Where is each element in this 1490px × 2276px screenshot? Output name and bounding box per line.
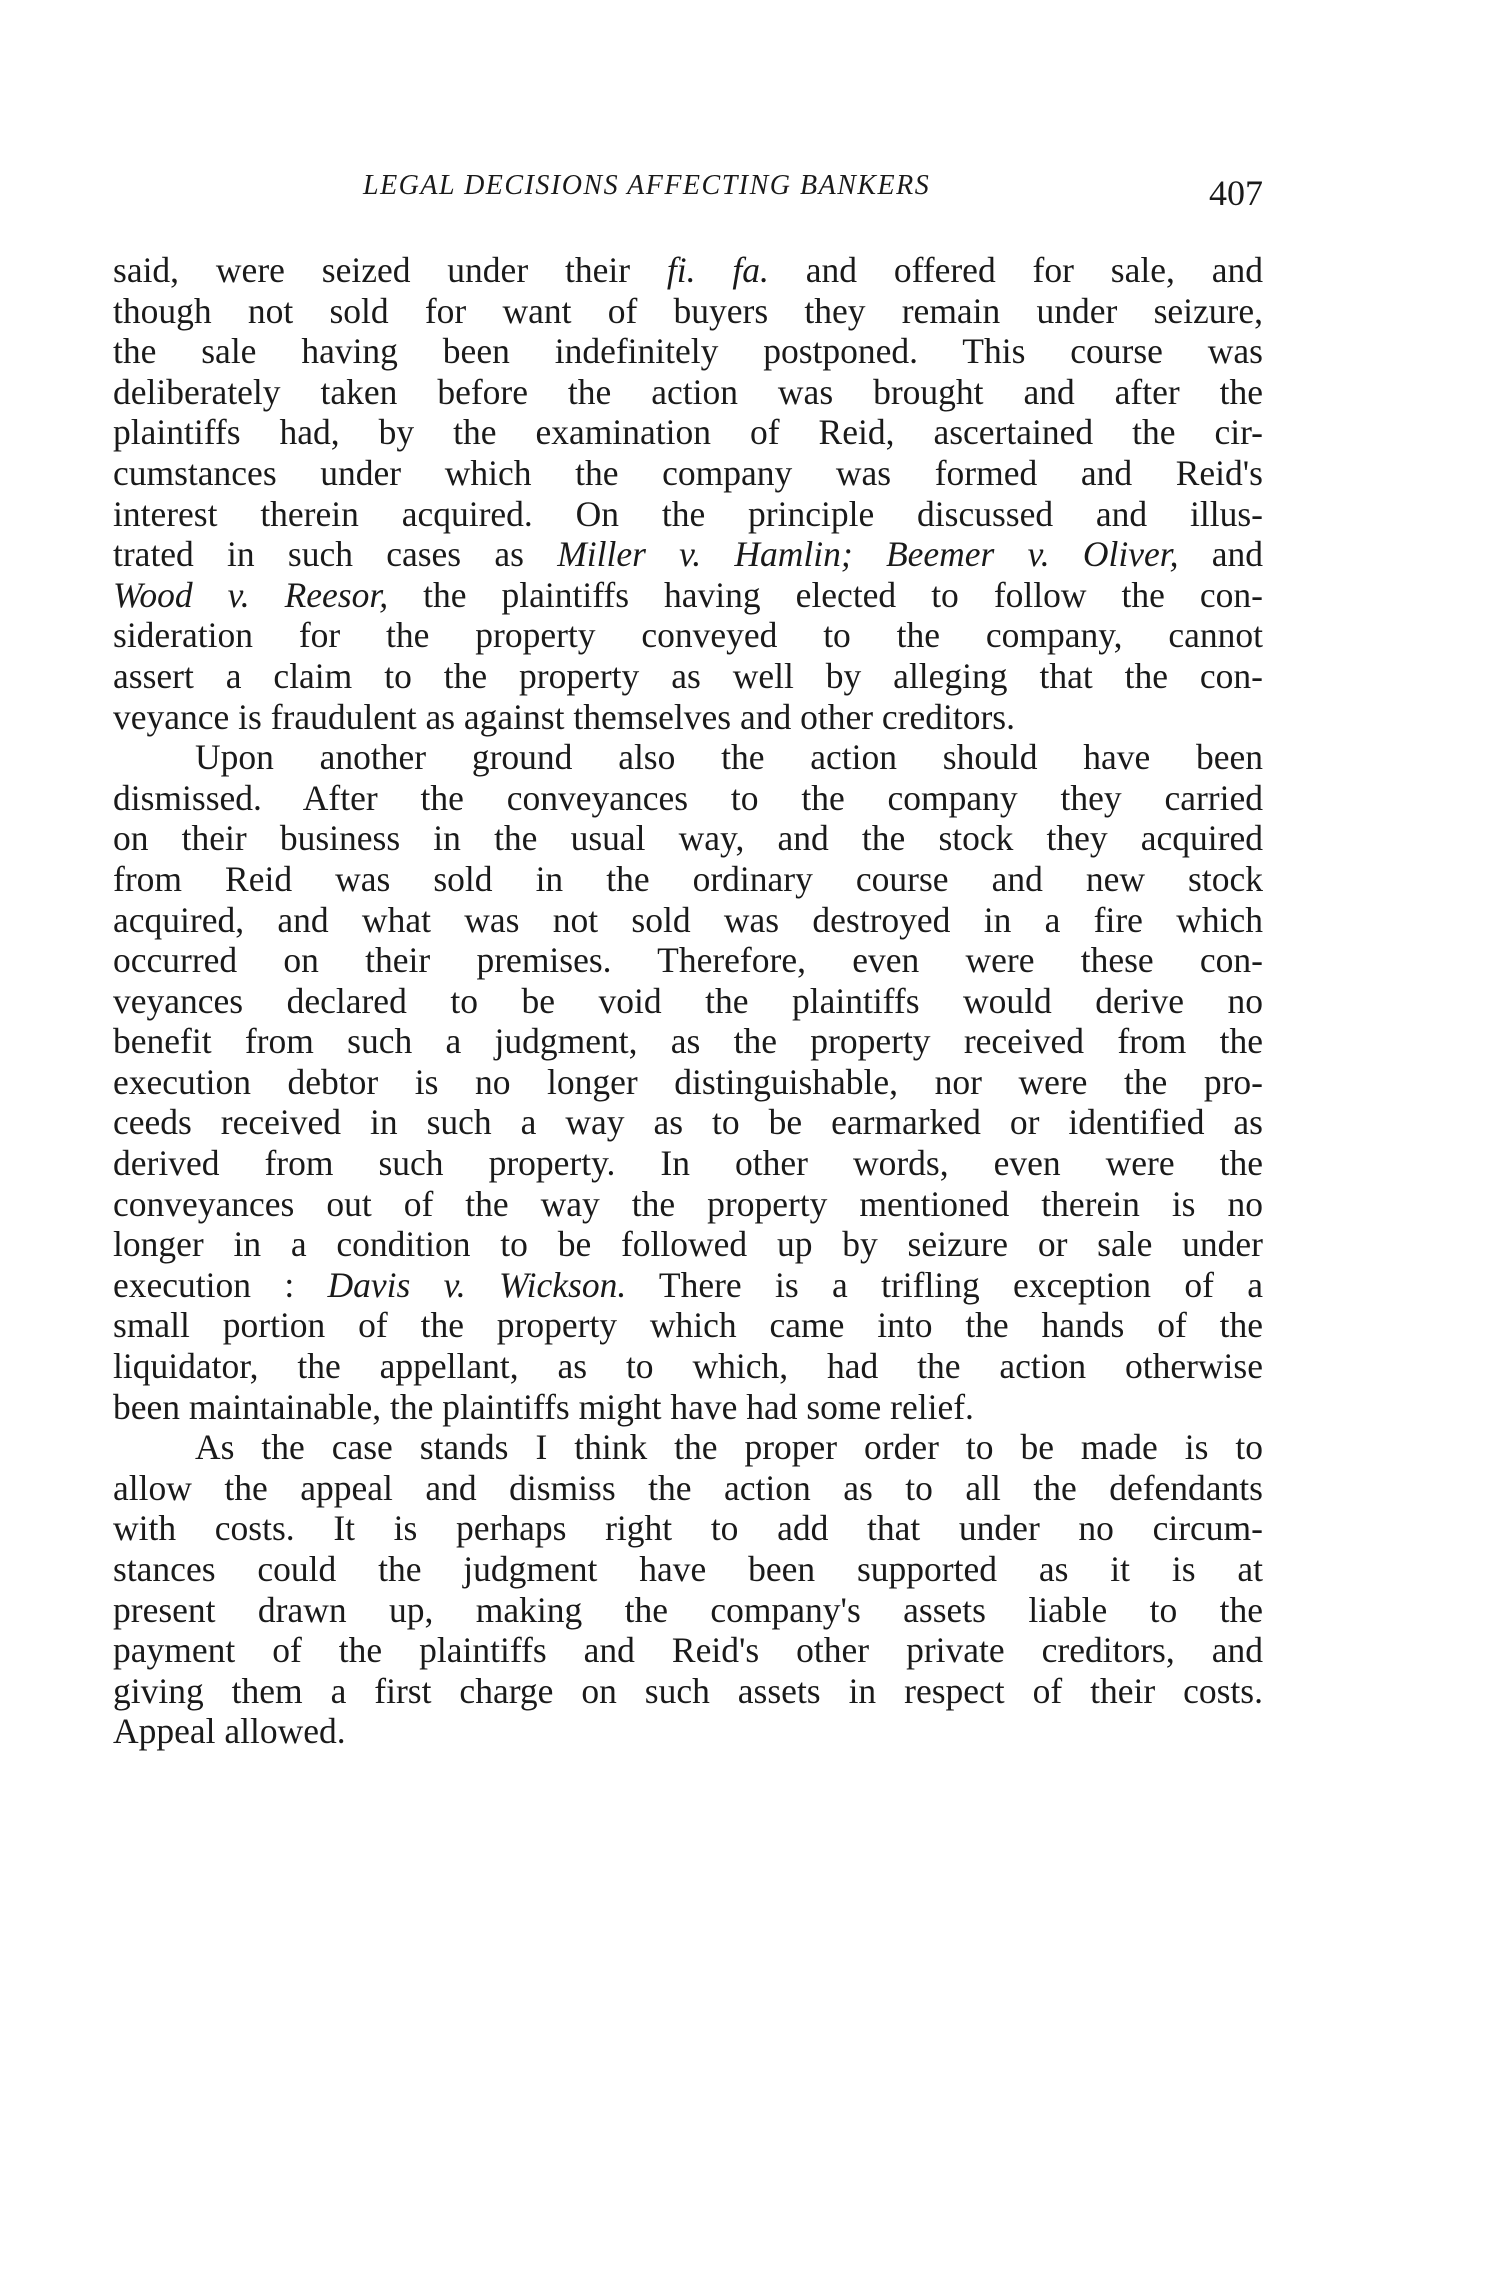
case-citation: Wood v. Reesor, <box>113 574 389 615</box>
text-line <box>113 1102 1263 1143</box>
text-run: sideration for the property conveyed to the company, cannot <box>113 615 1263 656</box>
document-page <box>113 170 1263 1752</box>
text-line <box>113 1671 1263 1712</box>
text-run: present drawn up, making the company's assets liable to the <box>113 1589 1263 1630</box>
text-line <box>113 1346 1263 1387</box>
body-text <box>113 250 1263 1752</box>
text-line <box>113 818 1263 859</box>
text-line <box>113 900 1263 941</box>
text-run: longer in a condition to be followed up by seizure or sale under <box>113 1224 1263 1265</box>
text-line <box>113 1062 1263 1103</box>
text-run: There is a trifling exception of a <box>626 1264 1264 1305</box>
text-run: allow the appeal and dismiss the action as to all the defendants <box>113 1467 1263 1508</box>
text-line <box>113 1549 1263 1590</box>
text-line <box>113 372 1263 413</box>
text-run: benefit from such a judgment, as the property received from the <box>113 1021 1263 1062</box>
text-line <box>113 615 1263 656</box>
text-run: acquired, and what was not sold was destroyed in a fire which <box>113 899 1263 940</box>
text-line <box>113 1305 1263 1346</box>
text-run: dismissed. After the conveyances to the company they carried <box>113 777 1263 818</box>
text-line <box>113 656 1263 697</box>
text-run: said, were seized under their <box>113 250 667 290</box>
text-line <box>113 1184 1263 1225</box>
text-line <box>113 1265 1263 1306</box>
case-citation: Miller v. Hamlin; Beemer v. Oliver, <box>557 534 1179 575</box>
text-line <box>113 1508 1263 1549</box>
text-run: trated in such cases as <box>113 534 558 575</box>
text-run: stances could the judgment have been supported as it is at <box>113 1549 1263 1589</box>
text-line <box>113 1468 1263 1509</box>
text-run: been maintainable, the plaintiffs might have had some relief. <box>113 1386 974 1427</box>
text-run: veyance is fraudulent as against themselves and other creditors. <box>113 696 1015 737</box>
running-head <box>113 170 1263 230</box>
text-run: and offered for sale, and <box>768 250 1263 290</box>
text-run: plaintiffs had, by the examination of Reid, ascertained the cir- <box>113 412 1263 453</box>
text-line <box>113 453 1263 494</box>
text-line <box>113 1630 1263 1671</box>
text-run: veyances declared to be void the plaintiffs would derive no <box>113 980 1263 1021</box>
text-line <box>113 1224 1263 1265</box>
text-run: conveyances out of the way the property mentioned therein is no <box>113 1183 1263 1224</box>
text-run: the sale having been indefinitely postponed. This course was <box>113 331 1263 372</box>
text-run: execution debtor is no longer distinguishable, nor were the pro- <box>113 1061 1263 1102</box>
text-line <box>113 697 1263 738</box>
text-run: with costs. It is perhaps right to add that under no circum- <box>113 1508 1263 1549</box>
text-run: occurred on their premises. Therefore, even were these con- <box>113 940 1263 981</box>
text-run: liquidator, the appellant, as to which, had the action otherwise <box>113 1346 1263 1387</box>
paragraph <box>113 737 1263 1427</box>
text-run: small portion of the property which came into the hands of the <box>113 1305 1263 1346</box>
text-run: on their business in the usual way, and the stock they acquired <box>113 818 1263 859</box>
text-run: and <box>1178 534 1263 575</box>
page-number: 407 <box>1209 173 1263 213</box>
text-line <box>113 1387 1263 1428</box>
text-line <box>113 981 1263 1022</box>
text-run: cumstances under which the company was formed and Reid's <box>113 452 1263 493</box>
case-citation: fi. fa. <box>666 250 769 290</box>
case-citation: Davis v. Wickson. <box>327 1264 627 1305</box>
text-run: from Reid was sold in the ordinary course and new stock <box>113 858 1263 899</box>
paragraph <box>113 250 1263 737</box>
text-line <box>113 412 1263 453</box>
text-line <box>113 250 1263 291</box>
text-line <box>113 778 1263 819</box>
text-line <box>113 575 1263 616</box>
text-line <box>113 1021 1263 1062</box>
text-line <box>113 1427 1263 1468</box>
text-line <box>113 331 1263 372</box>
text-line <box>113 291 1263 332</box>
text-line <box>113 1590 1263 1631</box>
text-run: derived from such property. In other words, even were the <box>113 1143 1263 1184</box>
paragraph <box>113 1427 1263 1752</box>
text-line <box>113 1711 1263 1752</box>
text-line <box>113 940 1263 981</box>
text-run: ceeds received in such a way as to be earmarked or identified as <box>113 1102 1263 1143</box>
text-line <box>113 1143 1263 1184</box>
text-line <box>113 737 1263 778</box>
text-run: payment of the plaintiffs and Reid's other private creditors, and <box>113 1630 1263 1671</box>
text-run: assert a claim to the property as well by alleging that the con- <box>113 655 1263 696</box>
text-run: Appeal allowed. <box>113 1711 346 1752</box>
text-line <box>113 859 1263 900</box>
text-run: As the case stands I think the proper order to be made is to <box>195 1427 1263 1468</box>
text-run: deliberately taken before the action was brought and after the <box>113 371 1263 412</box>
running-title: LEGAL DECISIONS AFFECTING BANKERS <box>363 170 931 201</box>
text-run: interest therein acquired. On the principle discussed and illus- <box>113 493 1263 534</box>
text-run: Upon another ground also the action should have been <box>195 737 1263 778</box>
text-run: execution : <box>113 1264 328 1305</box>
text-run: though not sold for want of buyers they remain under seizure, <box>113 290 1263 331</box>
text-line <box>113 494 1263 535</box>
text-run: the plaintiffs having elected to follow the con- <box>388 574 1263 615</box>
text-run: giving them a first charge on such assets in respect of their costs. <box>113 1670 1263 1711</box>
text-line <box>113 534 1263 575</box>
